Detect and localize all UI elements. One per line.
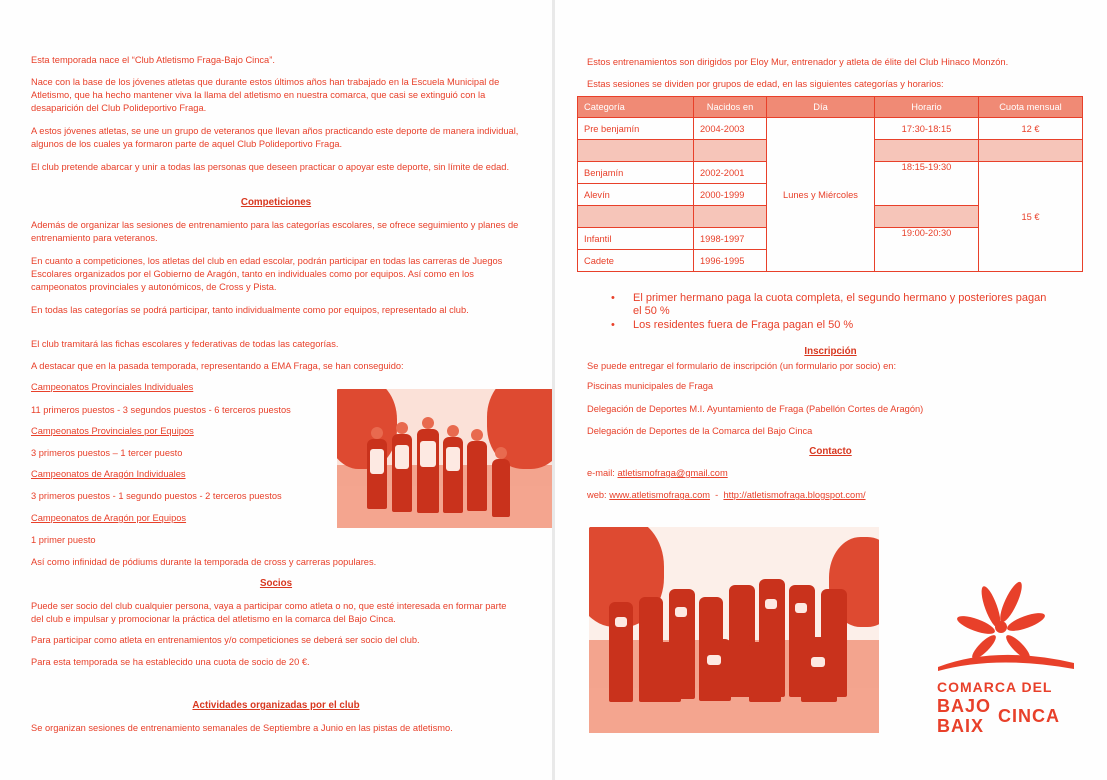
photo-head <box>447 425 459 437</box>
inscripcion-location: Delegación de Deportes M.I. Ayuntamiento de Fraga (Pabellón Cortes de Aragón) <box>587 404 924 414</box>
bullet-text: Los residentes fuera de Fraga pagan el 50 % <box>633 319 854 331</box>
web-line <box>587 489 866 502</box>
socios-heading: Socios <box>259 578 293 589</box>
competiciones-heading: Competiciones <box>240 197 312 208</box>
bullet-text: El primer hermano paga la cuota completa, el segundo hermano y posteriores pagan el 50 % <box>633 292 1047 317</box>
table-cell-time: 19:00-20:30 <box>875 228 979 272</box>
photo-person <box>801 637 837 702</box>
web-link-1[interactable]: www.atletismofraga.com <box>609 490 710 500</box>
logo-text-baix: BAIX <box>937 716 985 736</box>
result-title: Campeonatos Provinciales Individuales <box>31 382 194 392</box>
photo-person <box>749 642 781 702</box>
photo-person <box>492 459 510 517</box>
table-header-cuota: Cuota mensual <box>979 97 1083 118</box>
bullet-item <box>611 292 1053 318</box>
intro-line-1: Esta temporada nace el “Club Atletismo Fraga-Bajo Cinca”. <box>31 55 275 65</box>
table-cell-fee: 15 € <box>979 162 1083 272</box>
photo-shirt <box>420 441 436 467</box>
trainer-paragraph: Estos entrenamientos son dirigidos por Eloy Mur, entrenador y atleta de élite del Club Hinaco Monzón. <box>587 57 1009 67</box>
photo-head <box>471 429 483 441</box>
socios-paragraph-1: Puede ser socio del club cualquier persona, vaya a participar como atleta o no, que esté interesada en formar parte del club e impulsar y promocionar la práctica del atletismo en la comarca del Bajo Cinca. <box>31 601 507 624</box>
inscripcion-paragraph: Se puede entregar el formulario de inscripción (un formulario por socio) en: <box>587 361 897 371</box>
table-header-categoria: Categoría <box>578 97 694 118</box>
photo-shirt <box>370 449 384 474</box>
competiciones-paragraph-6: Así como infinidad de pódiums durante la temporada de cross y carreras populares. <box>31 557 377 567</box>
team-photo-kids <box>337 389 552 528</box>
logo-text-comarca: COMARCA <box>937 679 1017 695</box>
photo-bib <box>675 607 687 617</box>
comarca-logo-icon <box>936 567 1076 672</box>
photo-person <box>699 639 731 701</box>
result-text: 11 primeros puestos - 3 segundos puestos - 6 terceros puestos <box>31 405 291 415</box>
table-cell-empty <box>694 140 767 162</box>
table-header-row <box>578 97 1083 118</box>
sessions-paragraph: Estas sesiones se dividen por grupos de edad, en las siguientes categorías y horarios: <box>587 79 944 89</box>
photo-bib <box>615 617 627 627</box>
result-text: 3 primeros puestos – 1 tercer puesto <box>31 448 183 458</box>
photo-bib <box>765 599 777 609</box>
logo-text-cinca: CINCA <box>998 706 1060 726</box>
email-link[interactable]: atletismofraga@gmail.com <box>617 468 728 478</box>
socios-paragraph-3: Para esta temporada se ha establecido una cuota de socio de 20 €. <box>31 657 310 667</box>
table-cell-category: Alevín <box>578 184 694 206</box>
web-label: web: <box>587 490 607 500</box>
logo-comarca-line <box>937 679 1052 695</box>
inscripcion-location: Piscinas municipales de Fraga <box>587 381 714 391</box>
competiciones-paragraph-4: El club tramitará las fichas escolares y federativas de todas las categorías. <box>31 339 339 349</box>
result-title: Campeonatos de Aragón Individuales <box>31 469 186 479</box>
photo-head <box>422 417 434 429</box>
table-cell-category: Infantil <box>578 228 694 250</box>
inscripcion-heading: Inscripción <box>804 346 857 357</box>
photo-head <box>495 447 507 459</box>
email-line <box>587 467 728 480</box>
photo-bib <box>811 657 825 667</box>
actividades-paragraph: Se organizan sesiones de entrenamiento semanales de Septiembre a Junio en las pistas de atletismo. <box>31 723 453 733</box>
intro-paragraph-3: A estos jóvenes atletas, se une un grupo de veteranos que llevan años practicando este deporte de manera individual, algunos de los cuales ya formaron parte de aquel Club Polideportivo Fraga. <box>31 126 519 149</box>
competiciones-paragraph-5: A destacar que en la pasada temporada, representando a EMA Fraga, se han conseguido: <box>31 361 404 371</box>
table-row <box>578 118 1083 140</box>
table-cell-empty <box>979 140 1083 162</box>
bullet-dot-icon: • <box>611 319 615 331</box>
photo-head <box>371 427 383 439</box>
schedule-table <box>577 96 1083 272</box>
table-cell-empty <box>694 206 767 228</box>
result-title: Campeonatos de Aragón por Equipos <box>31 513 187 523</box>
inscripcion-location: Delegación de Deportes de la Comarca del Bajo Cinca <box>587 426 813 436</box>
table-cell-time: 18:15-19:30 <box>875 162 979 206</box>
result-text: 1 primer puesto <box>31 535 96 545</box>
photo-bib <box>795 603 807 613</box>
table-cell-category: Pre benjamín <box>578 118 694 140</box>
competiciones-paragraph-1: Además de organizar las sesiones de entrenamiento para las categorías escolares, se ofrece seguimiento y planes de entrenamiento para veteranos. <box>31 220 519 243</box>
team-photo-runners <box>589 527 879 733</box>
competiciones-paragraph-3: En todas las categorías se podrá participar, tanto individualmente como por equipos, representado al club. <box>31 305 469 315</box>
table-cell-day: Lunes y Miércoles <box>767 118 875 272</box>
intro-paragraph-2: Nace con la base de los jóvenes atletas que durante estos últimos años han trabajado en la Escuela Municipal de Atletismo, que ha hecho mantener viva la llama del atletismo en nuestra comarca, que casi se extinguió con la desaparición del Club Polideportivo Fraga. <box>31 77 500 113</box>
intro-paragraph-4: El club pretende abarcar y unir a todas las personas que deseen practicar o apoyar este deporte, sin límite de edad. <box>31 162 510 172</box>
bullet-item <box>611 319 1053 332</box>
contacto-heading: Contacto <box>809 446 852 457</box>
table-cell-years: 2002-2001 <box>694 162 767 184</box>
photo-shirt <box>395 445 409 469</box>
table-cell-time: 17:30-18:15 <box>875 118 979 140</box>
table-cell-years: 2004-2003 <box>694 118 767 140</box>
photo-head <box>396 422 408 434</box>
email-label: e-mail: <box>587 468 615 478</box>
table-cell-empty <box>578 140 694 162</box>
table-cell-category: Benjamín <box>578 162 694 184</box>
table-cell-years: 2000-1999 <box>694 184 767 206</box>
photo-person <box>467 441 487 511</box>
table-cell-years: 1996-1995 <box>694 250 767 272</box>
result-text: 3 primeros puestos - 1 segundo puestos - 2 terceros puestos <box>31 491 282 501</box>
result-title: Campeonatos Provinciales por Equipos <box>31 426 194 436</box>
web-separator: - <box>715 490 719 500</box>
table-cell-empty <box>578 206 694 228</box>
table-cell-empty <box>875 206 979 228</box>
photo-shirt <box>446 447 460 471</box>
photo-bib <box>707 655 721 665</box>
socios-paragraph-2: Para participar como atleta en entrenamientos y/o competiciones se deberá ser socio del club. <box>31 635 420 645</box>
photo-person <box>649 642 681 702</box>
competiciones-paragraph-2: En cuanto a competiciones, los atletas del club en edad escolar, podrán participar en todas las carreras de Juegos Escolares organizados por el Gobierno de Aragón, tanto en individuales como por equipos. Así como en los campeonatos provinciales y autonómicos, de Cross y Pista. <box>31 256 503 292</box>
table-header-nacidos: Nacidos en <box>694 97 767 118</box>
table-cell-category: Cadete <box>578 250 694 272</box>
table-cell-empty <box>875 140 979 162</box>
page-fold <box>552 0 555 780</box>
web-link-2[interactable]: http://atletismofraga.blogspot.com/ <box>723 490 866 500</box>
logo-text-bajo: BAJO <box>937 696 992 716</box>
table-header-dia: Día <box>767 97 875 118</box>
table-cell-years: 1998-1997 <box>694 228 767 250</box>
logo-text-del: DEL <box>1021 679 1053 695</box>
actividades-heading: Actividades organizadas por el club <box>192 700 360 711</box>
bullet-dot-icon: • <box>611 292 615 304</box>
table-cell-fee: 12 € <box>979 118 1083 140</box>
table-header-horario: Horario <box>875 97 979 118</box>
